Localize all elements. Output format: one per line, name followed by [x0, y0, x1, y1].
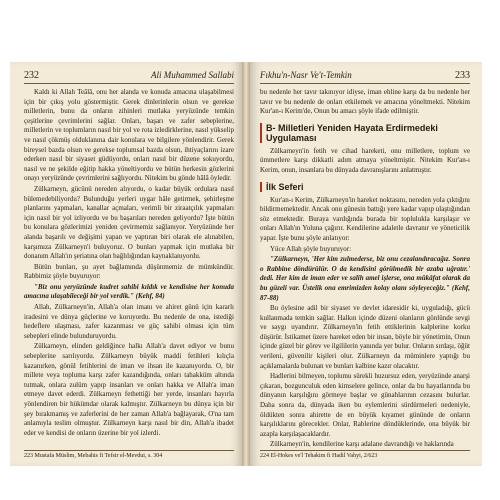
- left-paragraph: Allah, Zülkarneyn'in, Allah'a olan imanı ve ahiret günü için kararlı iradesini ve dünya güçlerine ve koruyordu. Bu nedenle de ona, istediği hedeflere ulaşması, zafer kazanması ve güç sahibi olması için tüm sebepleri elinde bulunduruyordu.: [24, 303, 234, 340]
- right-intro-paragraph: bu nedenle her tavır takınıyor idiyse, iman ehline karşı da bu nedenle her tavır ve bu nedenle de onları etkilemek ve amacına yöneltmekti. Nitekim Kur'an-ı Kerim'de, Onun bu amacı şöyle ifade edilmiştir.: [260, 88, 470, 116]
- right-paragraph: Hadlerini bilmeyen, toplumu sürekli huzursuz eden, yeryüzünde anarşi çıkaran, bozgunculuk eden kimselere gelince, onlar da bu hayatlarında bu dünyanın karşılığını görmeye başlar ve günahlarının cezasını bulurlar. Daha sonra da, dünyada iken bu eylemlerini sürdürmeleri nedeniyle, öldükten sonra ahirette de en büyük kıyamet gününde de onların karşılıklarını görecekler. Onlar, Rablerine döndüklerinde, ona büyük bir azapla karşılaşacaklardır.: [260, 372, 470, 438]
- left-paragraph: Bütün bunları, şu ayet bağlamında düşünmemiz de mümkündür. Rabbimiz şöyle buyuruyor:: [24, 262, 234, 281]
- right-running-head: [260, 70, 470, 84]
- subsection-heading: İlk Seferi: [260, 182, 470, 192]
- right-page-number: 233: [455, 70, 470, 81]
- left-verse-quote: "Biz onu yeryüzünde kudret sahibi kıldık ve kendisine her konuda amacına ulaşabileceği bir yol verdik." (Kehf, 84): [24, 282, 234, 301]
- right-page: [250, 62, 482, 466]
- right-footnote: 224 El-Hokes ve'l Tehakim fi Hadil Vahyi, 2/623: [260, 450, 470, 460]
- left-paragraph: Zülkarneyn, elinden geldiğince halkı Allah'a davet ediyor ve bunu sebeplerine sarılıyordu. Zülkarneyn büyük maddi fetihleri kılıçla kazanırken, gönül fetihlerini de iman ve ihsan ile kazanıyordu. O, bir millete veya topluma karşı zafer kazandığında, onları tahakküm altında tutmak, onlara zulüm yapıp insanları ve onları hakka ve Allah'a iman etmeye davet ederdi. Zülkarneyn fethettiği her yerde, insanları hayırla yönlendiren bir hükümdar olarak kalmıştır. Zülkarneyn bu dünya için bir şey bırakmamış ve zaferlerini de her zaman Allah'a bağlayarak, O'na tam anlamıyla teslim olmuştur. Zülkarneyn karşı nasıl bir din, Allah'a ibadet eder ve kendisi de onların üzerine bir yol izlerdi.: [24, 342, 234, 437]
- left-page: [10, 62, 242, 466]
- right-paragraph: Zülkarneyn'in, kendilerine karşı adalane davrandığı ve haklarında: [270, 440, 454, 449]
- left-running-title: Ali Muhammed Sallabi: [151, 70, 234, 80]
- verse-intro: Yüce Allah şöyle buyuruyor:: [270, 244, 352, 253]
- left-footnote: 223 Mustafa Müslim, Mebahis fi Tefsir el-Mevdui, s. 304: [24, 450, 234, 460]
- left-paragraph: Zülkarneyn, gücünü nereden alıyordu, o kadar büyük ordulara nasıl bülemedebiliyordu? Bulunduğu yerleri uygar hâle getirmek, şehirleşme planlarını yapmaları, kanallar açmaları, verimli bir ziraatçılık yapmaları için nasıl bir yol izliyordu ve bu başarıları nereden geliyordu? İşte bütün bu konulara gözlerimizi yeniden çevirmemiz sağlanıyor. Yeryüzünde her alanda başarılı ve değişimi yapan ve yaptıran biri olarak ele alınabilen, karşımıza Zülkarneyn'i buluyoruz. O bunları yapmak için mutlaka bir donanım Allah'ın şeriatına olan bağlılığından kaynaklanıyordu.: [24, 184, 234, 261]
- left-running-head: [24, 70, 234, 84]
- subsection-paragraph: Kur'an-ı Kerim, Zülkarneyn'in hareket noktasını, nereden yola çıktığını bildirmemektedir. Ancak onu günesin battığı yere kadar vapıp ulaştığından söz etmektedir. Buraya vardığında burada bir toplulukla karşılaşır ve onları Allah'ın Yoluna çağırır. Kendilerine adaletle davranır ve yöneticilik yapar. İşte bunu şöyle anlatıyor:: [260, 195, 470, 242]
- right-paragraph: Bu öylesine adil bir siyaset ve devlet idaresidir ki, uyguladığı, gücü kullanmada temkin sağlar. Halkın içinde düzeni olanların gönlünde sevgi ve saygı uyandırır. Zülkarneyn'in fetih ettiklerinin kalplerine korku düşürür. İstikamet üzere hareket eden bir insan, böyle bir yönetimin, Onun içinde güzel bir görev ve ilgililerin yanında yer bulur. Onların sırdaşı, öğüt verileni, güvenilir kişileri olur. Zülkarneyn da müminlere yaptığı bu açıklamalarda bulunan ve bunları kalbine kazır olacaktır.: [260, 304, 470, 370]
- left-paragraph: Kaldı ki Allah Teâlâ, onu her alanda ve konuda amacına ulaşabilmesi için bir çıkış yolu göstermiştir. Gerek dinlerinlerin olsun ve gerekse milletlerin, bunu da onların zihinleri mutlaka yeryüzünde temkin çeşitlerine çevrimlerini sağlar. Onları, başarı ve zafer sebeplerine, milletlerin ve toplumların nasıl bir yol ve rota izledirklerine, nasıl yükselip ve nasıl çökmüş olduklanına dair konulara ve bilgilere yönlendirir. Gerek bireysel bazda olsun ve gerekse toplumsal bazda olsun, ihtiyaçlarını izare ederken nasıl bir siyaset güdüyordu, onları nasıl bir düzene sokuyordu, nasıl ve ne şekilde eğitip hakka yöneltiyordu ve bütün herkesin gözlerini onayı yeryüzünde çevrimlerini sağlıyordu. Nitekim bu gönde hâlâ öyledir.: [24, 88, 234, 183]
- section-paragraph: Zülkarneyn'in fetih ve cihad hareketi, onu milletlere, toplum ve ümmetlere karşı dikkatli adım atmaya yöneltmiştir. Nitekim Kur'an-ı Kerim, onun, insanlara bu dünyada davranışlarını anlatmıştır.: [260, 146, 470, 174]
- book-spine: [242, 62, 250, 466]
- section-heading: B- Milletleri Yeniden Hayata Erdirmedeki Uygulaması: [260, 123, 470, 143]
- right-verse-quote: "Zülkarneyn, 'Her kim zulmederse, biz onu cezalandıracağız. Sonra o Rabbine döndürülür. O da kendisini görülmedik bir azaba uğratır.' dedi. Her kim de iman eder ve salih amel işlerse, ona mükâfat olarak da bu güzeli var. Üstelik ona emrimizden kolay olanı söyleyeceğiz." (Kehf, 87-88): [260, 255, 470, 302]
- left-page-number: 232: [24, 70, 39, 81]
- right-running-title: Fıkhu'n-Nasr Ve't-Temkin: [260, 70, 352, 80]
